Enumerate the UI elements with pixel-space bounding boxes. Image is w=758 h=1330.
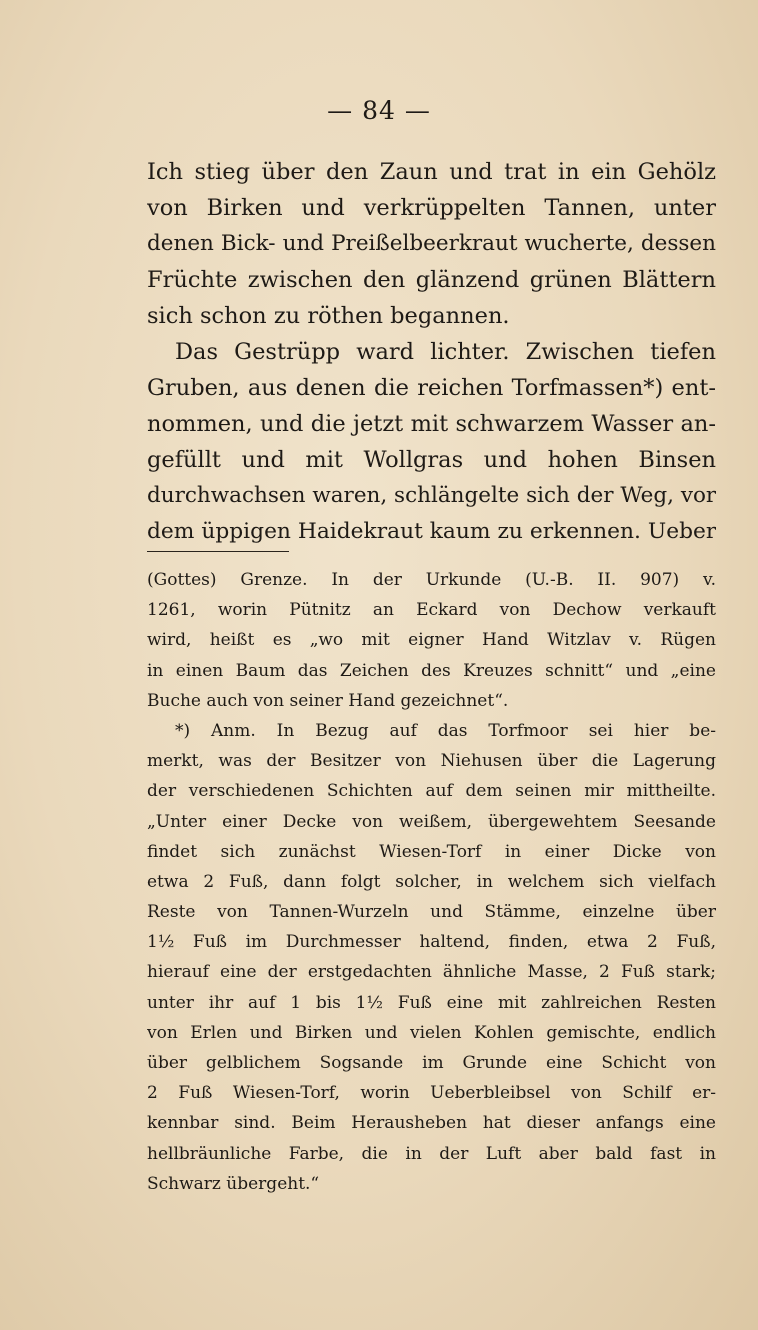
main-text bbox=[147, 154, 716, 550]
footnote-line: über gelblichem Sogsande im Grunde eine Schicht von bbox=[147, 1053, 716, 1073]
footnote-line: *) Anm. In Bezug auf das Torfmoor sei hier be- bbox=[175, 720, 716, 741]
text-line: gefüllt und mit Wollgras und hohen Binsen bbox=[147, 447, 716, 473]
text-line: Gruben, aus denen die reichen Torfmassen*) ent- bbox=[147, 375, 716, 401]
text-line: von Birken und verkrüppelten Tannen, unter bbox=[147, 195, 716, 221]
text-line: denen Bick- und Preißelbeerkraut wucherte, dessen bbox=[147, 231, 716, 256]
text-line: Früchte zwischen den glänzend grünen Blättern bbox=[147, 267, 716, 293]
footnote-line: kennbar sind. Beim Herausheben hat dieser anfangs eine bbox=[147, 1113, 716, 1134]
footnote-line: Schwarz übergeht.“ bbox=[147, 1173, 320, 1194]
text-line: Ich stieg über den Zaun und trat in ein Gehölz bbox=[147, 159, 716, 185]
footnote-line: von Erlen und Birken und vielen Kohlen gemischte, endlich bbox=[147, 1022, 716, 1043]
footnote-line: hierauf eine der erstgedachten ähnliche Masse, 2 Fuß stark; bbox=[147, 962, 716, 983]
footnote-line: wird, heißt es „wo mit eigner Hand Witzlav v. Rügen bbox=[147, 630, 716, 651]
text-line: dem üppigen Haidekraut kaum zu erkennen. Ueber bbox=[147, 519, 716, 544]
footnotes bbox=[147, 565, 716, 1199]
footnote-line: in einen Baum das Zeichen des Kreuzes schnitt“ und „eine bbox=[147, 660, 716, 681]
footnote-line: unter ihr auf 1 bis 1½ Fuß eine mit zahlreichen Resten bbox=[147, 992, 716, 1013]
footnote-line: „Unter einer Decke von weißem, übergewehtem Seesande bbox=[147, 811, 716, 832]
footnote-line: hellbräunliche Farbe, die in der Luft aber bald fast in bbox=[147, 1143, 716, 1164]
footnote-line: der verschiedenen Schichten auf dem seinen mir mittheilte. bbox=[147, 781, 716, 802]
text-line: durchwachsen waren, schlängelte sich der Weg, vor bbox=[147, 483, 716, 508]
footnote-line: 1½ Fuß im Durchmesser haltend, finden, etwa 2 Fuß, bbox=[147, 932, 716, 953]
footnote-line: etwa 2 Fuß, dann folgt solcher, in welchem sich vielfach bbox=[147, 871, 716, 892]
footnote-line: (Gottes) Grenze. In der Urkunde (U.-B. II. 907) v. bbox=[147, 570, 716, 590]
footnote-line: Buche auch von seiner Hand gezeichnet“. bbox=[147, 690, 509, 711]
footnote-line: Reste von Tannen-Wurzeln und Stämme, einzelne über bbox=[147, 902, 716, 923]
page-number: — 84 — bbox=[327, 96, 431, 125]
text-line: Das Gestrüpp ward lichter. Zwischen tiefen bbox=[175, 339, 716, 365]
footnote-line: 2 Fuß Wiesen-Torf, worin Ueberbleibsel von Schilf er- bbox=[147, 1083, 716, 1104]
footnote-divider bbox=[147, 551, 289, 552]
text-line: nommen, und die jetzt mit schwarzem Wasser an- bbox=[147, 411, 716, 437]
text-line: sich schon zu röthen begannen. bbox=[147, 303, 510, 329]
footnote-line: merkt, was der Besitzer von Niehusen über die Lagerung bbox=[147, 751, 716, 772]
footnote-line: findet sich zunächst Wiesen-Torf in einer Dicke von bbox=[147, 841, 716, 862]
footnote-line: 1261, worin Pütnitz an Eckard von Dechow verkauft bbox=[147, 600, 716, 621]
